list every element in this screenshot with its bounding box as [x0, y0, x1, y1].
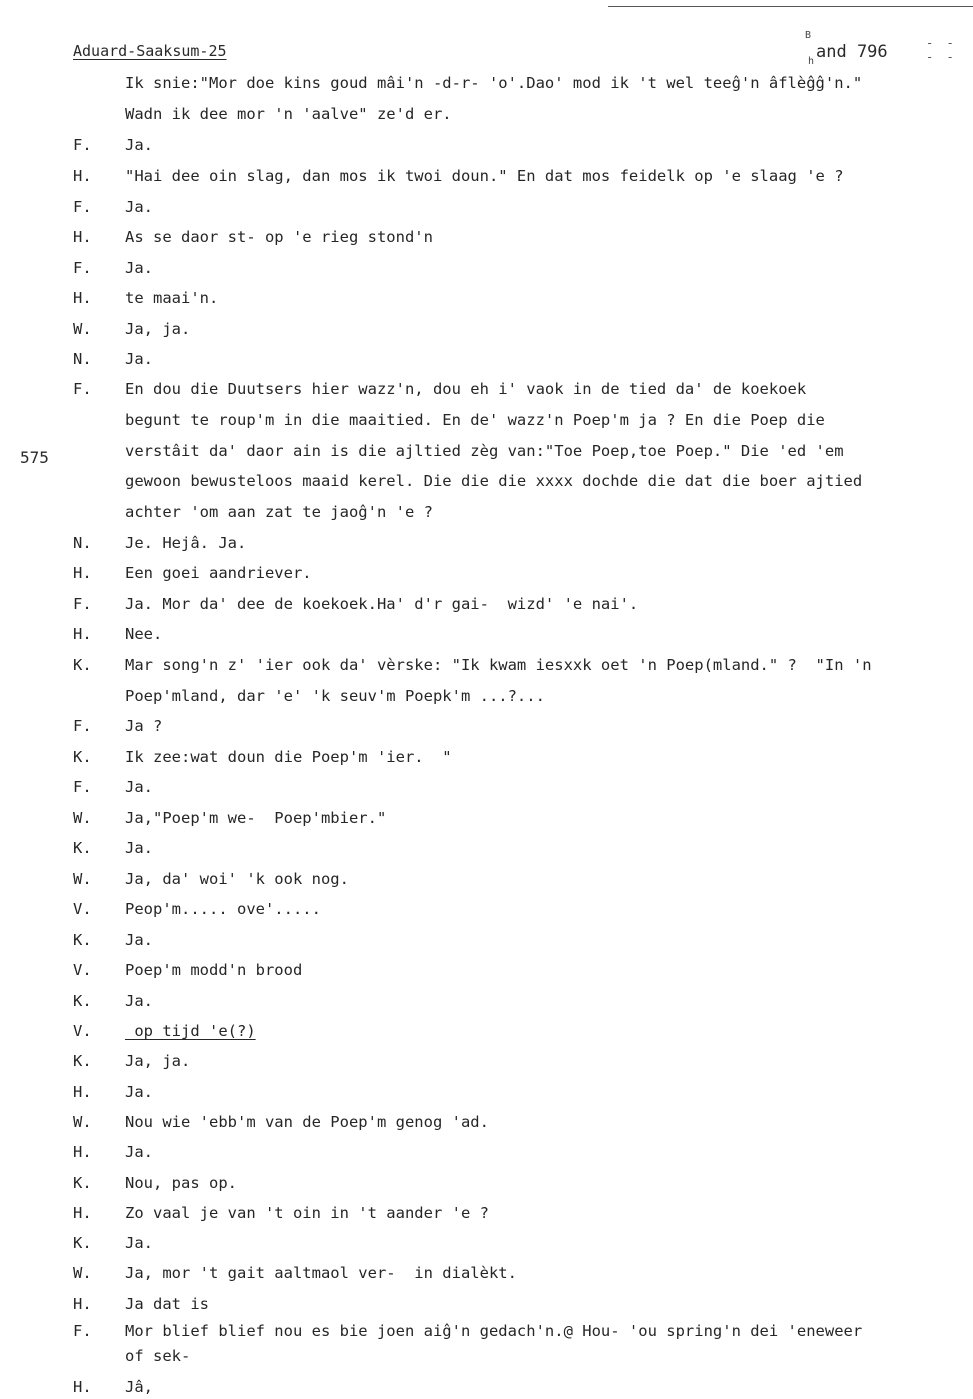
- transcript-line: [73, 440, 968, 462]
- utterance-text: "Hai dee oin slag, dan mos ik twoi doun." En dat mos feidelk op 'e slaag 'e ?: [125, 167, 844, 185]
- utterance-text: Poep'm modd'n brood: [125, 961, 303, 979]
- speaker-label: H.: [73, 564, 92, 582]
- speaker-label: F.: [73, 1322, 92, 1340]
- speaker-label: V.: [73, 1022, 92, 1040]
- utterance-text: Ja,"Poep'm we- Poep'mbier.": [125, 809, 387, 827]
- utterance-text: En dou die Duutsers hier wazz'n, dou eh i' vaok in de tied da' de koekoek: [125, 380, 807, 398]
- utterance-text: Je. Hejâ. Ja.: [125, 534, 247, 552]
- utterance-text: Mar song'n z' 'ier ook da' vèrske: "Ik kwam iesxxk oet 'n Poep(mland." ? "In 'n: [125, 656, 872, 674]
- transcript-line: [73, 378, 968, 400]
- utterance-text: Ja.: [125, 136, 153, 154]
- utterance-text: Ja.: [125, 1083, 153, 1101]
- transcript-line: [73, 837, 968, 859]
- speaker-label: H.: [73, 167, 92, 185]
- transcript-line: [73, 959, 968, 981]
- transcript-line: [73, 1345, 968, 1367]
- utterance-text: achter 'om aan zat te jaoĝ'n 'e ?: [125, 503, 433, 521]
- transcript-line: [73, 257, 968, 279]
- transcript-line: [73, 1376, 968, 1398]
- transcript-line: [73, 593, 968, 615]
- utterance-text: Een goei aandriever.: [125, 564, 312, 582]
- utterance-text: verstâit da' daor ain is die ajltied zèg van:"Toe Poep,toe Poep." Die 'ed 'em: [125, 442, 844, 460]
- utterance-text: Nee.: [125, 625, 163, 643]
- transcript-line: [73, 807, 968, 829]
- transcript-line: [73, 287, 968, 309]
- transcript-line: [73, 318, 968, 340]
- transcript-line: [73, 501, 968, 523]
- margin-number: 575: [20, 448, 49, 467]
- transcript-line: [73, 623, 968, 645]
- utterance-text: Ja, ja.: [125, 1052, 191, 1070]
- utterance-text: Ik zee:wat doun die Poep'm 'ier. ": [125, 748, 452, 766]
- transcript-line: [73, 1141, 968, 1163]
- utterance-text: Mor blief blief nou es bie joen aiĝ'n gedach'n.@ Hou- 'ou spring'n dei 'eneweer: [125, 1322, 863, 1340]
- utterance-text: Ja, ja.: [125, 320, 191, 338]
- transcript-line: [73, 532, 968, 554]
- speaker-label: F.: [73, 778, 92, 796]
- utterance-text: Ik snie:"Mor doe kins goud mâi'n -d-r- 'o'.Dao' mod ik 't wel teeĝ'n âflèĝĝ'n.": [125, 74, 863, 92]
- transcript-line: [73, 685, 968, 707]
- utterance-text: Ja.: [125, 1143, 153, 1161]
- speaker-label: K.: [73, 1174, 92, 1192]
- speaker-label: V.: [73, 900, 92, 918]
- page-mark-sub: h: [808, 56, 815, 67]
- transcript-line: [73, 196, 968, 218]
- speaker-label: N.: [73, 534, 92, 552]
- speaker-label: H.: [73, 625, 92, 643]
- speaker-label: K.: [73, 931, 92, 949]
- utterance-text: Jâ,: [125, 1378, 153, 1396]
- transcript-line: [73, 165, 968, 187]
- utterance-text: Ja, mor 't gait aaltmaol ver- in dialèkt.: [125, 1264, 517, 1282]
- transcript-line: [73, 1020, 968, 1042]
- transcript-line: [73, 1232, 968, 1254]
- utterance-text: Ja.: [125, 350, 153, 368]
- utterance-text: Ja.: [125, 1234, 153, 1252]
- page-number: [805, 30, 888, 67]
- utterance-text: As se daor st- op 'e rieg stond'n: [125, 228, 433, 246]
- utterance-text: Ja, da' woi' 'k ook nog.: [125, 870, 349, 888]
- speaker-label: W.: [73, 320, 92, 338]
- transcript-line: [73, 409, 968, 431]
- utterance-text: Ja.: [125, 259, 153, 277]
- speaker-label: F.: [73, 380, 92, 398]
- speaker-label: K.: [73, 748, 92, 766]
- utterance-text: Ja.: [125, 992, 153, 1010]
- transcript-line: [73, 72, 968, 94]
- transcript-line: [73, 868, 968, 890]
- speaker-label: F.: [73, 595, 92, 613]
- utterance-text: Wadn ik dee mor 'n 'aalve" ze'd er.: [125, 105, 452, 123]
- speaker-label: H.: [73, 1083, 92, 1101]
- speaker-label: H.: [73, 228, 92, 246]
- speaker-label: F.: [73, 198, 92, 216]
- transcript-line: [73, 990, 968, 1012]
- document-title: Aduard-Saaksum-25: [73, 42, 227, 60]
- speaker-label: K.: [73, 839, 92, 857]
- speaker-label: N.: [73, 350, 92, 368]
- speaker-label: H.: [73, 1204, 92, 1222]
- utterance-text: Nou wie 'ebb'm van de Poep'm genog 'ad.: [125, 1113, 489, 1131]
- utterance-text: Nou, pas op.: [125, 1174, 237, 1192]
- speaker-label: V.: [73, 961, 92, 979]
- utterance-text: Ja.: [125, 839, 153, 857]
- transcript-line: [73, 715, 968, 737]
- speaker-label: F.: [73, 259, 92, 277]
- transcript-line: [73, 562, 968, 584]
- transcript-line: [73, 929, 968, 951]
- speaker-label: K.: [73, 992, 92, 1010]
- utterance-text: Poep'mland, dar 'e' 'k seuv'm Poepk'm ...?...: [125, 687, 545, 705]
- transcript-line: [73, 1262, 968, 1284]
- utterance-text: Ja ?: [125, 717, 163, 735]
- page-mark-top: B: [805, 30, 812, 41]
- utterance-text: Peop'm..... ove'.....: [125, 900, 321, 918]
- utterance-text: Ja.: [125, 198, 153, 216]
- utterance-text: te maai'n.: [125, 289, 219, 307]
- speaker-label: W.: [73, 870, 92, 888]
- transcript-line: [73, 1172, 968, 1194]
- utterance-text: gewoon bewusteloos maaid kerel. Die die die xxxx dochde die dat die boer ajtied: [125, 472, 863, 490]
- transcript-line: [73, 348, 968, 370]
- page-number-value: and 796: [816, 42, 888, 62]
- transcript-line: [73, 470, 968, 492]
- transcript-line: [73, 134, 968, 156]
- speaker-label: K.: [73, 656, 92, 674]
- top-rule: [608, 6, 973, 7]
- utterance-text: Ja. Mor da' dee de koekoek.Ha' d'r gai- wizd' 'e nai'.: [125, 595, 639, 613]
- speaker-label: K.: [73, 1052, 92, 1070]
- speaker-label: H.: [73, 1378, 92, 1396]
- utterance-text: Ja dat is: [125, 1295, 209, 1313]
- speaker-label: H.: [73, 289, 92, 307]
- speaker-label: W.: [73, 809, 92, 827]
- speaker-label: K.: [73, 1234, 92, 1252]
- corner-dashes: - - - -: [926, 36, 957, 64]
- transcript-line: [73, 898, 968, 920]
- speaker-label: H.: [73, 1295, 92, 1313]
- utterance-text: begunt te roup'm in die maaitied. En de' wazz'n Poep'm ja ? En die Poep die: [125, 411, 825, 429]
- utterance-text: Ja.: [125, 931, 153, 949]
- transcript-line: [73, 654, 968, 676]
- transcript-line: [73, 1081, 968, 1103]
- transcript-line: [73, 226, 968, 248]
- transcript-line: [73, 1050, 968, 1072]
- utterance-text: Zo vaal je van 't oin in 't aander 'e ?: [125, 1204, 489, 1222]
- transcript-line: [73, 1320, 968, 1342]
- speaker-label: W.: [73, 1264, 92, 1282]
- transcript-line: [73, 103, 968, 125]
- utterance-text: of sek-: [125, 1347, 191, 1365]
- transcript-line: [73, 1293, 968, 1315]
- transcript-line: [73, 1202, 968, 1224]
- speaker-label: F.: [73, 717, 92, 735]
- utterance-text: Ja.: [125, 778, 153, 796]
- utterance-text: op tijd 'e(?): [125, 1022, 256, 1040]
- transcript-line: [73, 746, 968, 768]
- speaker-label: W.: [73, 1113, 92, 1131]
- transcript-line: [73, 776, 968, 798]
- transcript-line: [73, 1111, 968, 1133]
- speaker-label: H.: [73, 1143, 92, 1161]
- speaker-label: F.: [73, 136, 92, 154]
